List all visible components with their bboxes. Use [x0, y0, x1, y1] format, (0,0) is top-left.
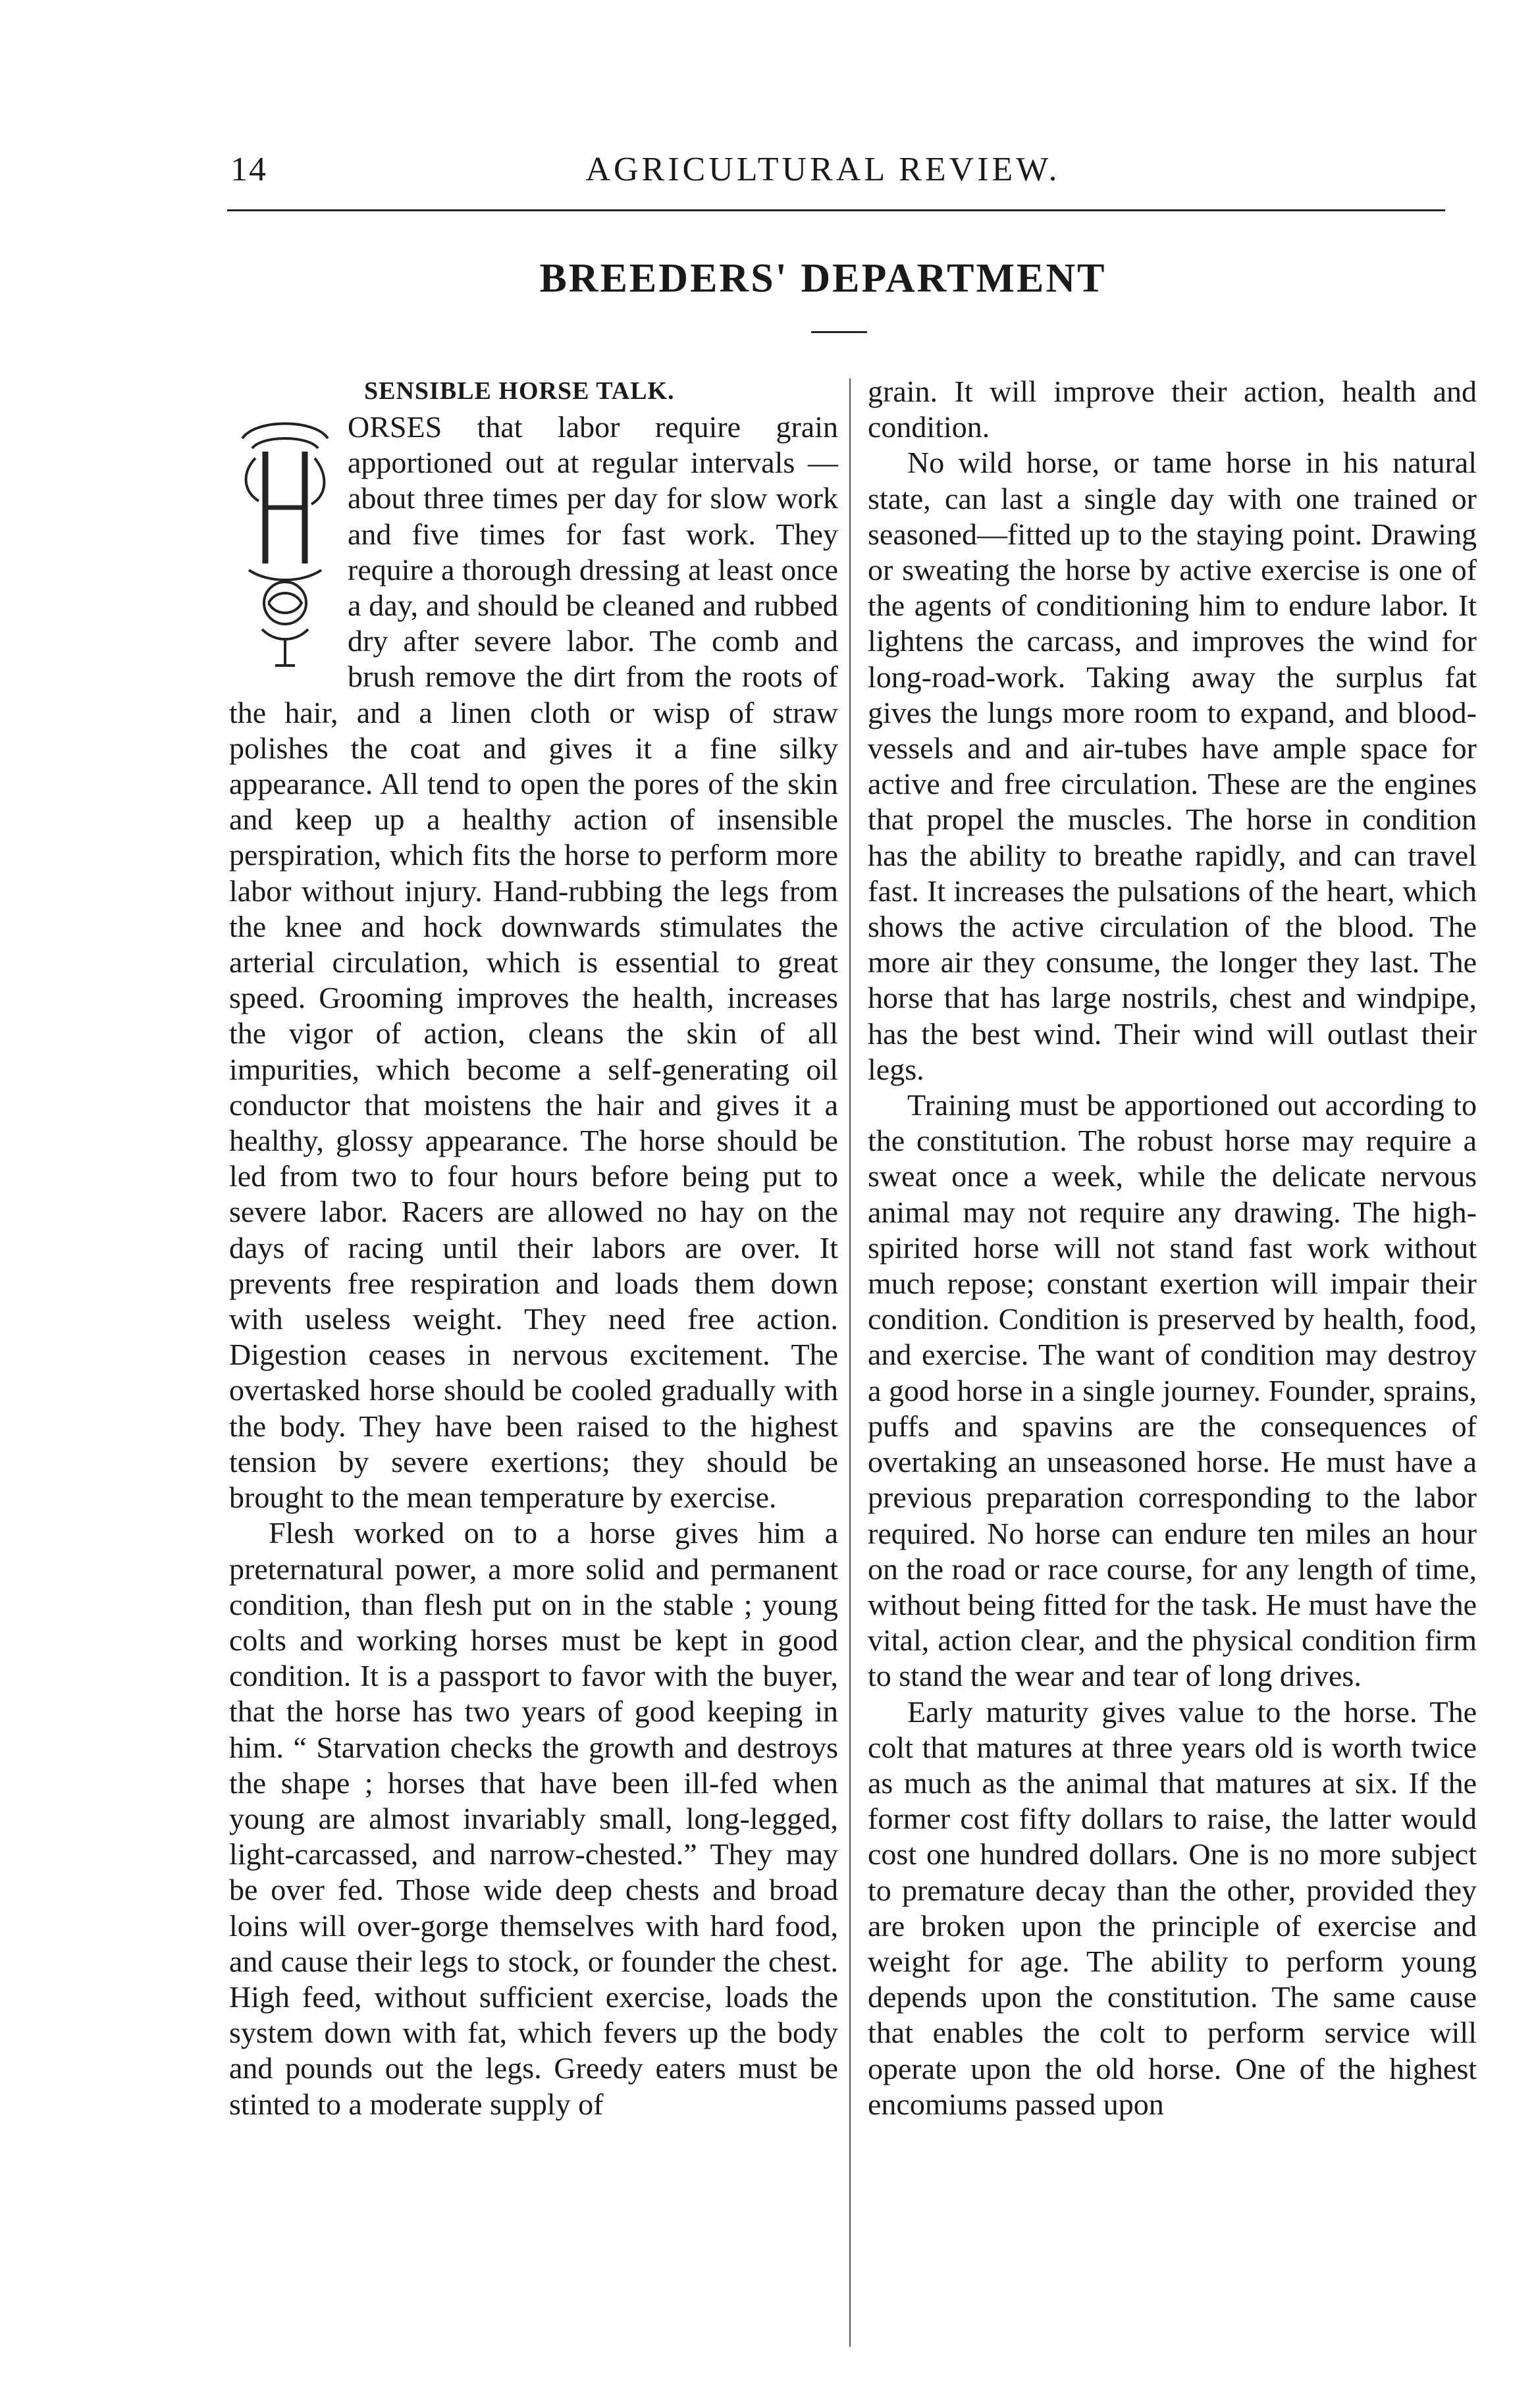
ornamental-dropcap-h — [229, 412, 341, 675]
department-rule — [811, 331, 867, 333]
department-title: BREEDERS' DEPARTMENT — [539, 256, 1107, 301]
right-column — [868, 374, 1477, 2122]
right-paragraph-1: grain. It will improve their action, health and condition. — [868, 375, 1477, 444]
right-paragraph-2: No wild horse, or tame horse in his natural state, can last a single day with one trained or seasoned—fitted up to the staying point. Drawing or sweating the horse by active exercise is one of the agents of conditioning him to endure labor. It lightens the carcass, and improves the wind for long-road-work. Taking away the surplus fat gives the lungs more room to expand, and blood-vessels and and air-tubes have ample space for active and free circulation. These are the engines that propel the muscles. The horse in condition has the ability to breathe rapidly, and can travel fast. It increases the pulsations of the heart, which shows the active circulation of the blood. The more air they consume, the longer they last. The horse that has large nostrils, chest and windpipe, has the best wind. Their wind will outlast their legs. — [868, 446, 1477, 1086]
right-paragraph-3: Training must be apportioned out according to the constitution. The robust horse may require a sweat once a week, while the delicate nervous animal may not require any drawing. The high-spirited horse will not stand fast work without much repose; constant exertion will impair their condition. Condition is preserved by health, food, and exercise. The want of condition may destroy a good horse in a single journey. Founder, sprains, puffs and spavins are the consequences of overtaking an unseasoned horse. He must have a previous preparation corresponding to the labor required. No horse can endure ten miles an hour on the road or race course, for any length of time, without being fitted for the task. He must have the vital, action clear, and the physical condition firm to stand the wear and tear of long drives. — [868, 1088, 1477, 1693]
column-divider — [849, 379, 851, 2347]
running-title: AGRICULTURAL REVIEW. — [585, 151, 1061, 188]
left-paragraph-1: ORSES that labor require grain apportioned out at regular intervals —about three times per day for slow work and five times for fast work. They require a thorough dressing at least once a day, and should be cleaned and rubbed dry after severe labor. The comb and brush remove the dirt from the roots of the hair, and a linen cloth or wisp of straw polishes the coat and gives it a fine silky appearance. All tend to open the pores of the skin and keep up a healthy action of insensible perspiration, which fits the horse to perform more labor without injury. Hand-rubbing the legs from the knee and hock downwards stimulates the arterial circulation, which is essential to great speed. Grooming improves the health, increases the vigor of action, cleans the skin of all impurities, which become a self-generating oil conductor that moistens the hair and gives it a healthy, glossy appearance. The horse should be led from two to four hours before being put to severe labor. Racers are allowed no hay on the days of racing until their labors are over. It prevents free respiration and loads them down with useless weight. They need free action. Digestion ceases in nervous excitement. The overtasked horse should be cooled gradually with the body. They have been raised to the highest tension by severe exertions; they should be brought to the mean temperature by exercise. — [229, 410, 838, 1515]
header-rule — [227, 209, 1445, 211]
left-column — [229, 374, 838, 2122]
right-paragraph-4: Early maturity gives value to the horse. The colt that matures at three years old is worth twice as much as the animal that matures at six. If the former cost fifty dollars to raise, the latter would cost one hundred dollars. One is no more subject to premature decay than the other, provided they are broken upon the principle of exercise and weight for age. The ability to perform young depends upon the constitution. The same cause that enables the colt to perform service will operate upon the old horse. One of the highest encomiums passed upon — [868, 1694, 1477, 2121]
page-number: 14 — [230, 151, 267, 188]
left-paragraph-2: Flesh worked on to a horse gives him a preternatural power, a more solid and permanent condition, than flesh put on in the stable ; young colts and working horses must be kept in good condition. It is a passport to favor with the buyer, that the horse has two years of good keeping in him. “ Starvation checks the growth and destroys the shape ; horses that have been ill-fed when young are almost invariably small, long-legged, light-carcassed, and narrow-chested.” They may be over fed. Those wide deep chests and broad loins will over-gorge themselves with hard food, and cause their legs to stock, or founder the chest. High feed, without sufficient exercise, loads the system down with fat, which fevers up the body and pounds out the legs. Greedy eaters must be stinted to a moderate supply of — [229, 1516, 838, 2121]
article-title: SENSIBLE HORSE TALK. — [364, 377, 675, 405]
dropcap-ornament-icon — [229, 412, 341, 675]
